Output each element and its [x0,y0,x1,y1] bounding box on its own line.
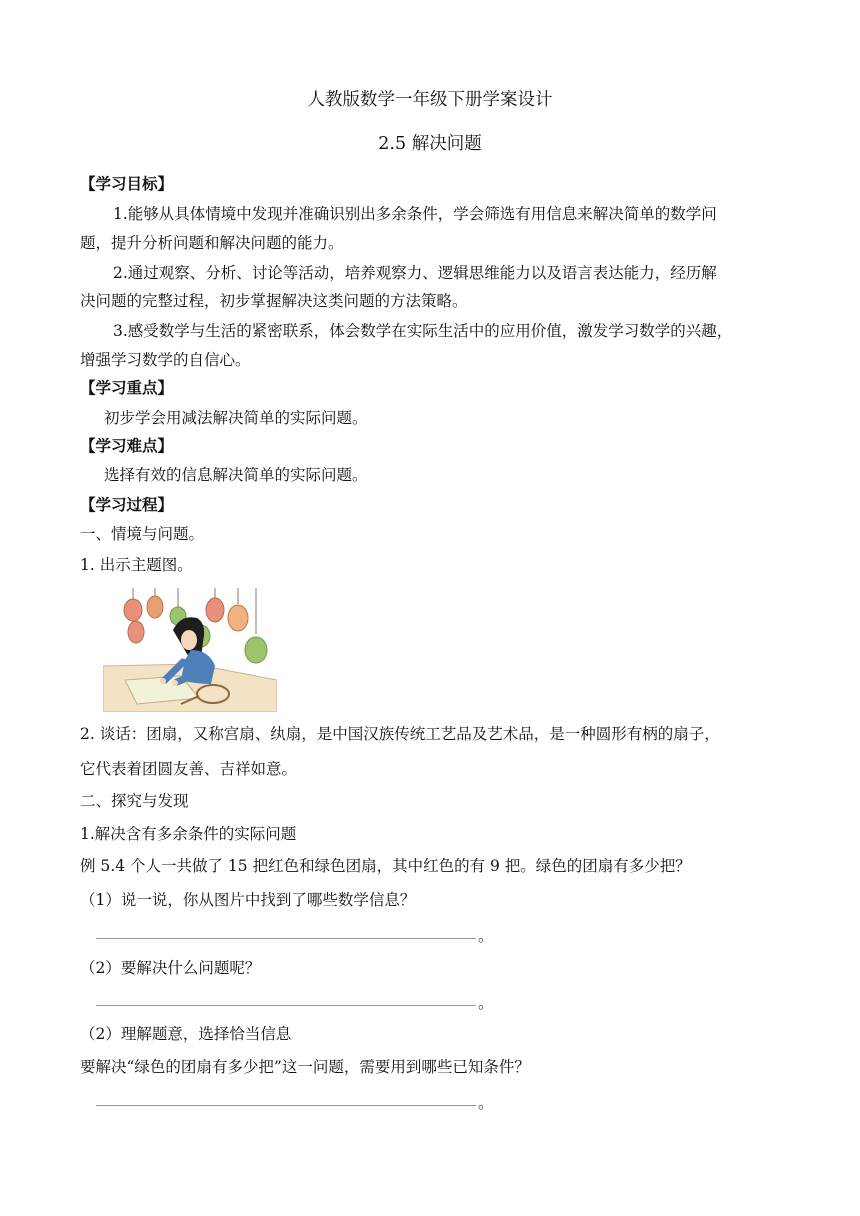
document-subtitle: 2.5 解决问题 [378,134,482,154]
key-points-text: 初步学会用减法解决简单的实际问题。 [104,409,368,427]
objective-3-line-2: 增强学习数学的自信心。 [80,351,251,369]
step-2-line-2: 它代表着团圆友善、吉祥如意。 [80,760,298,778]
fan-icon [124,599,142,621]
answer-line-3-period: 。 [478,1094,494,1112]
answer-line-2[interactable] [96,1005,476,1006]
step-2-line-1: 2. 谈话：团扇，又称宫扇、纨扇，是中国汉族传统工艺品及艺术品，是一种圆形有柄的扇子， [80,725,720,743]
process-heading: 【学习过程】 [80,496,174,514]
objective-3-line-1: 3.感受数学与生活的紧密联系，体会数学在实际生活中的应用价值，激发学习数学的兴趣， [113,322,733,340]
objective-1-line-2: 题，提升分析问题和解决问题的能力。 [80,234,344,252]
answer-line-1[interactable] [96,938,476,939]
theme-illustration [103,588,277,712]
objectives-heading: 【学习目标】 [80,175,174,193]
answer-line-1-period: 。 [478,927,494,945]
example-5-text: 例 5.4 个人一共做了 15 把红色和绿色团扇，其中红色的有 9 把。绿色的团扇有多少把？ [80,857,691,875]
question-2: （2）要解决什么问题呢？ [80,959,261,977]
key-points-heading: 【学习重点】 [80,379,174,397]
section-1-heading: 一、情境与问题。 [80,525,205,543]
subsection-1-heading: 1.解决含有多余条件的实际问题 [80,825,297,843]
objective-2-line-1: 2.通过观察、分析、讨论等活动，培养观察力、逻辑思维能力以及语言表达能力，经历解 [113,264,717,282]
answer-line-3[interactable] [96,1105,476,1106]
question-1: （1）说一说，你从图片中找到了哪些数学信息？ [80,891,416,909]
question-3: （2）理解题意，选择恰当信息 [80,1025,292,1043]
difficulties-heading: 【学习难点】 [80,437,174,455]
difficulties-text: 选择有效的信息解决简单的实际问题。 [104,466,368,484]
objective-1-line-1: 1.能够从具体情境中发现并准确识别出多余条件，学会筛选有用信息来解决简单的数学问 [113,205,717,223]
document-title: 人教版数学一年级下册学案设计 [307,90,553,110]
objective-2-line-2: 决问题的完整过程，初步掌握解决这类问题的方法策略。 [80,292,468,310]
answer-line-2-period: 。 [478,994,494,1012]
section-2-heading: 二、探究与发现 [80,792,189,810]
step-1-text: 1. 出示主题图。 [80,556,193,574]
question-3-text: 要解决“绿色的团扇有多少把”这一问题，需要用到哪些已知条件？ [80,1058,530,1076]
